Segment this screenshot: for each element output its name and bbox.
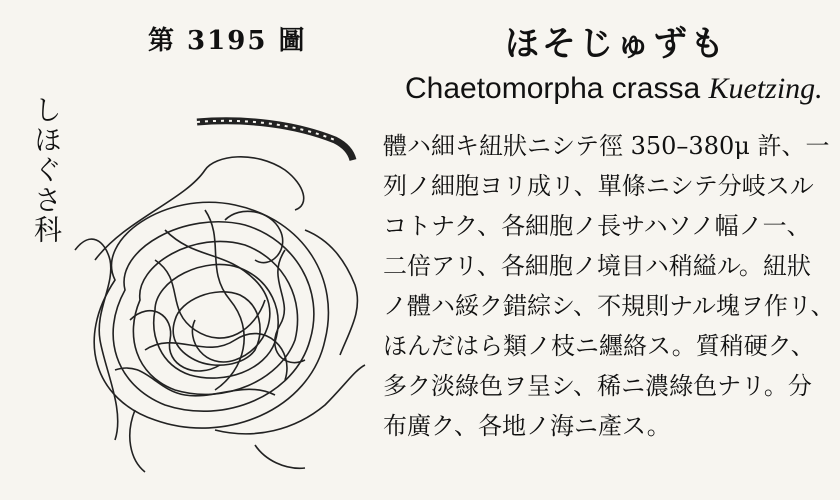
filament-segment-drawing [197,121,353,160]
algae-illustration [55,110,375,490]
genus-species: Chaetomorpha crassa [405,72,701,105]
description-line: 布廣ク、各地ノ海ニ產ス。 [383,412,671,440]
author-name: Kuetzing. [708,72,823,105]
figure-number: 第 3195 圖 [148,26,307,56]
japanese-name: ほそじゅずも [505,24,727,64]
description-line: ほんだはら類ノ枝ニ纒絡ス。質稍硬ク、 [383,332,815,360]
description-line: 體ハ細キ紐狀ニシテ徑 350–380μ 許、一 [383,132,830,160]
description-line: 多ク淡綠色ヲ呈シ、稀ニ濃綠色ナリ。分 [383,372,812,400]
scientific-name [405,72,823,106]
description-line: 二倍アリ、各細胞ノ境目ハ稍縊ル。紐狀 [383,252,811,280]
description-line: 列ノ細胞ヨリ成リ、單條ニシテ分岐スル [383,172,814,200]
description-line: コトナク、各細胞ノ長サハソノ幅ノ一、 [383,212,811,240]
description-text [383,126,835,446]
tangled-mass-drawing [75,157,365,472]
description-line: ノ體ハ綏ク錯綜シ、不規則ナル塊ヲ作リ、 [383,292,835,320]
family-label: しほぐさ科 [30,95,63,245]
